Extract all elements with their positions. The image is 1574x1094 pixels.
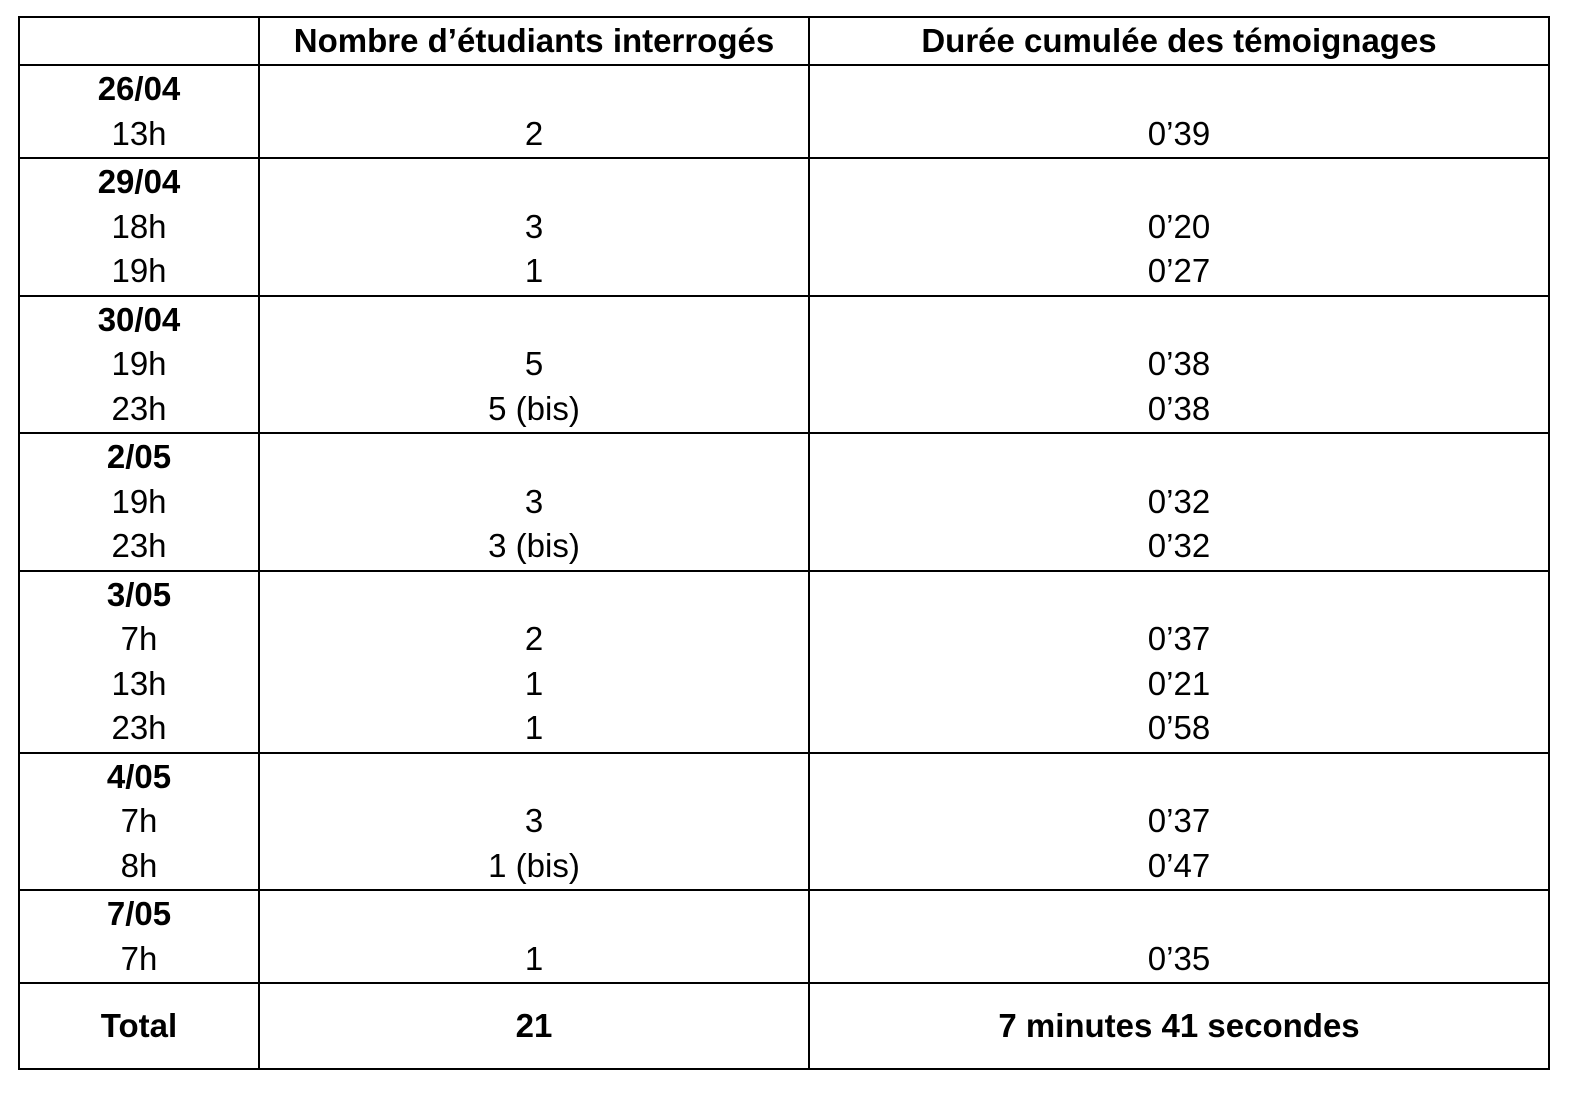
- date-label: 26/04: [97, 70, 181, 107]
- date-cell: [19, 65, 259, 158]
- students-value: 1 (bis): [488, 846, 580, 884]
- total-duration: 7 minutes 41 secondes: [809, 983, 1549, 1069]
- duration-value: 0’21: [1147, 664, 1211, 702]
- students-cell: [259, 296, 809, 434]
- time-label: 19h: [111, 252, 167, 289]
- duration-cell: [809, 158, 1549, 296]
- empty-line: [810, 67, 1548, 112]
- students-cell: [259, 433, 809, 571]
- empty-line: [810, 892, 1548, 937]
- date-label: 30/04: [97, 300, 181, 338]
- date-group-row: [19, 433, 1549, 571]
- duration-cell: [809, 753, 1549, 891]
- empty-line: [260, 160, 808, 205]
- date-label: 3/05: [106, 575, 172, 613]
- students-value: 3: [524, 802, 544, 839]
- date-group-row: [19, 158, 1549, 296]
- students-value: 5: [524, 345, 544, 382]
- time-label: 19h: [111, 482, 167, 520]
- students-cell: [259, 890, 809, 983]
- header-row: [19, 17, 1549, 65]
- table-body: [19, 65, 1549, 983]
- date-cell: [19, 158, 259, 296]
- duration-cell: [809, 296, 1549, 434]
- duration-value: 0’39: [1147, 114, 1211, 152]
- empty-line: [260, 67, 808, 112]
- empty-line: [810, 755, 1548, 800]
- date-group-row: [19, 571, 1549, 753]
- students-value: 3: [524, 482, 544, 520]
- students-value: 1: [524, 709, 544, 746]
- duration-value: 0’20: [1147, 207, 1211, 245]
- time-label: 8h: [120, 846, 158, 884]
- date-group-row: [19, 65, 1549, 158]
- time-label: 23h: [111, 709, 167, 746]
- duration-value: 0’58: [1147, 709, 1211, 746]
- header-date-column: [19, 17, 259, 65]
- empty-line: [260, 892, 808, 937]
- students-cell: [259, 65, 809, 158]
- total-students: 21: [259, 983, 809, 1069]
- students-cell: [259, 158, 809, 296]
- duration-value: 0’27: [1147, 252, 1211, 289]
- students-cell: [259, 753, 809, 891]
- date-cell: [19, 571, 259, 753]
- students-cell: [259, 571, 809, 753]
- duration-cell: [809, 571, 1549, 753]
- time-label: 7h: [120, 802, 158, 839]
- duration-cell: [809, 890, 1549, 983]
- students-value: 3: [524, 207, 544, 245]
- duration-value: 0’37: [1147, 802, 1211, 839]
- date-label: 29/04: [97, 163, 181, 200]
- empty-line: [810, 435, 1548, 480]
- date-cell: [19, 296, 259, 434]
- empty-line: [260, 435, 808, 480]
- students-value: 1: [524, 939, 544, 977]
- empty-line: [260, 755, 808, 800]
- total-row: [19, 983, 1549, 1069]
- time-label: 19h: [111, 345, 167, 382]
- duration-value: 0’38: [1147, 389, 1211, 427]
- students-value: 2: [524, 114, 544, 152]
- duration-value: 0’37: [1147, 620, 1211, 657]
- date-label: 2/05: [106, 438, 172, 475]
- duration-value: 0’32: [1147, 482, 1211, 520]
- duration-cell: [809, 65, 1549, 158]
- time-label: 23h: [111, 527, 167, 564]
- date-cell: [19, 890, 259, 983]
- time-label: 23h: [111, 389, 167, 427]
- students-value: 1: [524, 252, 544, 289]
- date-label: 4/05: [106, 757, 172, 795]
- empty-line: [810, 160, 1548, 205]
- date-group-row: [19, 296, 1549, 434]
- time-label: 13h: [111, 114, 167, 152]
- header-students-column: Nombre d’étudiants interrogés: [259, 17, 809, 65]
- students-value: 3 (bis): [488, 527, 580, 564]
- date-cell: [19, 433, 259, 571]
- date-group-row: [19, 753, 1549, 891]
- header-duration-column: Durée cumulée des témoignages: [809, 17, 1549, 65]
- date-label: 7/05: [106, 895, 172, 932]
- duration-value: 0’35: [1147, 939, 1211, 977]
- students-value: 1: [524, 664, 544, 702]
- empty-line: [260, 298, 808, 343]
- students-value: 2: [524, 620, 544, 657]
- time-label: 7h: [120, 620, 158, 657]
- time-label: 13h: [111, 664, 167, 702]
- duration-value: 0’32: [1147, 527, 1211, 564]
- students-value: 5 (bis): [488, 389, 580, 427]
- empty-line: [260, 573, 808, 618]
- date-group-row: [19, 890, 1549, 983]
- duration-value: 0’47: [1147, 846, 1211, 884]
- interviews-table: [18, 16, 1550, 1070]
- date-cell: [19, 753, 259, 891]
- empty-line: [810, 573, 1548, 618]
- empty-line: [810, 298, 1548, 343]
- duration-cell: [809, 433, 1549, 571]
- duration-value: 0’38: [1147, 345, 1211, 382]
- total-label: Total: [19, 983, 259, 1069]
- time-label: 18h: [111, 207, 167, 245]
- time-label: 7h: [120, 939, 158, 977]
